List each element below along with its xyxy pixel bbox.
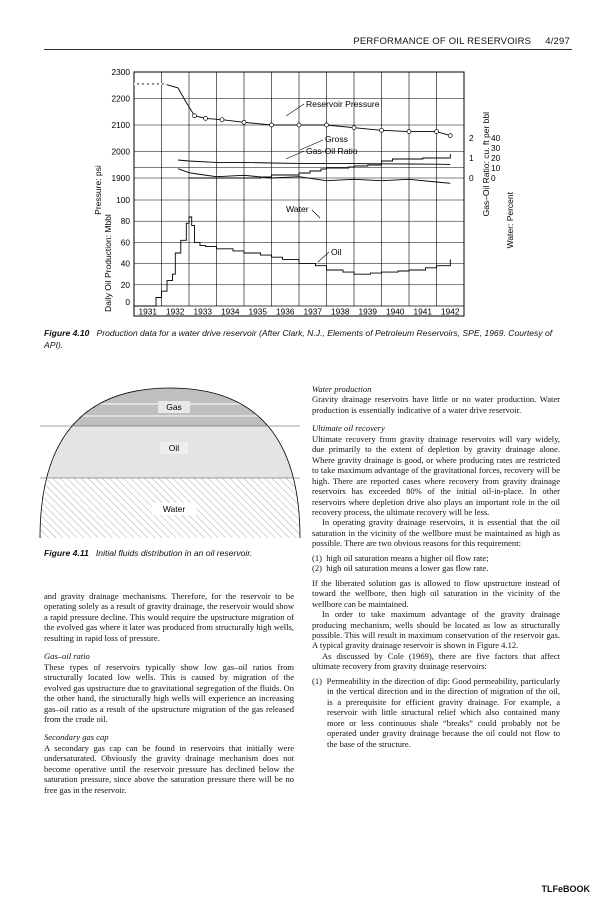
factor-list: [312, 676, 560, 749]
paragraph: If the liberated solution gas is allowed to flow upstructure instead of toward the wellbore, then high oil saturation in the vicinity of the wellbore can be maintained.: [312, 577, 560, 609]
water-tick-label: 20: [491, 153, 501, 163]
pressure-point: [270, 123, 274, 127]
paragraph: A secondary gas cap can be found in reservoirs that initially were undersaturated. Obviously the gravity drainage mechanism does not become operative until the reservoir pressure has declined below the saturation pressure, since above the saturation pressure there will be no free gas in the reservoir.: [44, 742, 294, 795]
pressure-tick-label: 2300: [111, 67, 130, 77]
water-tick-label: 40: [491, 133, 501, 143]
year-tick-label: 1940: [386, 306, 405, 317]
pressure-point: [242, 120, 246, 124]
page-number: 4/297: [545, 36, 570, 47]
pressure-tick-label: 2200: [111, 93, 130, 104]
caption-label: Figure 4.11: [44, 548, 89, 558]
paragraph: These types of reservoirs typically show low gas–oil ratios from structurally located low wells. This is caused by migration of the evolved gas upstructure due to gravitational segregation of the fluids. On the other hand, the structurally high wells will experience an increasing gas–oil ratio as a result of the upstructure migration of the gas released from the crude oil.: [44, 661, 294, 724]
series-oil: [134, 217, 450, 306]
right-column: [312, 384, 560, 749]
series-water: [189, 154, 450, 178]
series-reservoir-pressure: [134, 84, 450, 136]
label-leader: [312, 210, 320, 218]
year-tick-label: 1936: [276, 306, 295, 317]
paragraph: Ultimate recovery from gravity drainage reservoirs will vary widely, due primarily to the extent of depletion by gravity drainage alone. Where gravity drainage is good, or where producing rates are restricted to take maximum advantage of the gravitational forces, recovery will be high. There are reported cases where recovery from gravity drainage reservoirs has exceeded 80% of the initial oil-in-place. In other reservoirs where depletion drive also plays an important role in the oil recovery process, the ultimate recovery will be less.: [312, 433, 560, 517]
oil-axis-label: Daily Oil Production: Mbbl: [103, 214, 113, 312]
pressure-point: [220, 118, 224, 122]
caption-label: Figure 4.10: [44, 328, 90, 338]
running-title: PERFORMANCE OF OIL RESERVOIRS: [353, 36, 532, 47]
water-tick-label: 30: [491, 143, 501, 153]
year-tick-label: 1941: [413, 306, 432, 317]
footer-watermark: TLFeBOOK: [541, 884, 590, 894]
header-rule: [44, 49, 572, 50]
year-tick-label: 1932: [166, 306, 185, 317]
pressure-point: [407, 130, 411, 134]
list-item: (1) Permeability in the direction of dip: Good permeability, particularly in the vertical direction and in the direction of migration of the oil, is a prerequisite for efficient gravity drainage. For example, a reservoir with little structural relief which also contained many more or less continuous shale “breaks” could probably not be operated under gravity drainage because the oil could not flow to the base of the structure.: [312, 675, 560, 749]
gor-tick-label: 1: [469, 153, 474, 163]
pressure-point: [352, 126, 356, 130]
series-label: Gross: [325, 134, 348, 144]
year-tick-label: 1937: [303, 306, 322, 317]
pressure-point: [448, 134, 452, 138]
year-tick-label: 1938: [331, 306, 350, 317]
oil-tick-label: 20: [120, 279, 130, 290]
paragraph: In order to take maximum advantage of the gravity drainage producing mechanism, wells should be located as low as structurally possible. This will result in maximum conservation of the reservoir gas. A typical gravity drainage reservoir is shown in Figure 4.12.: [312, 609, 560, 651]
series-label: Oil: [331, 247, 342, 257]
oil-tick-label: 40: [120, 258, 130, 269]
list-item: (2) high oil saturation means a lower gas flow rate.: [312, 563, 489, 574]
pressure-point: [297, 123, 301, 127]
series-gas-oil-ratio: [178, 160, 450, 164]
section-heading: Water production: [312, 384, 372, 394]
pressure-point: [193, 114, 197, 118]
water-tick-label: 10: [491, 163, 501, 173]
series-label: Reservoir Pressure: [306, 99, 380, 109]
series-label: Gas-Oil Ratio: [306, 146, 358, 156]
water-tick-label: 0: [491, 173, 496, 183]
figure-4-11-diagram: [34, 382, 306, 542]
oil-tick-label: 0: [125, 297, 130, 307]
oil-tick-label: 100: [116, 195, 130, 205]
gor-tick-label: 2: [469, 133, 474, 143]
label-leader: [318, 252, 329, 262]
left-column: [44, 591, 294, 795]
water-label: Water: [162, 504, 186, 514]
pressure-point: [435, 130, 439, 134]
oil-label: Oil: [168, 443, 180, 453]
running-head: [353, 36, 570, 47]
gor-tick-label: 0: [469, 173, 474, 183]
water-axis-label: Water: Percent: [505, 192, 515, 249]
series-label: Water: [286, 204, 309, 214]
pressure-tick-label: 1900: [111, 173, 130, 183]
year-tick-label: 1939: [358, 306, 377, 317]
paragraph: As discussed by Cole (1969), there are five factors that affect ultimate recovery from gravity drainage reservoirs:: [312, 650, 560, 672]
year-tick-label: 1931: [138, 306, 157, 317]
paragraph: and gravity drainage mechanisms. Therefore, for the reservoir to be operating solely as a result of gravity drainage, the reservoir would show a rapid pressure decline. This would require the upstructure migration of the evolved gas where it later was produced from structurally high wells, resulting in rapid loss of pressure.: [44, 591, 294, 643]
pressure-point: [380, 128, 384, 132]
label-leader: [286, 104, 304, 116]
section-heading: Secondary gas cap: [44, 732, 109, 743]
figure-4-11-caption: [44, 547, 304, 559]
year-tick-label: 1942: [441, 306, 460, 317]
requirement-list: [312, 553, 560, 574]
oil-tick-label: 60: [120, 237, 130, 248]
paragraph: Gravity drainage reservoirs have little or no water production. Water production is essentially indicative of a water drive reservoir.: [312, 394, 560, 415]
caption-text: Production data for a water drive reservoir (After Clark, N.J., Elements of Petroleum Reservoirs, SPE, 1969. Courtesy of API).: [44, 328, 553, 350]
caption-text: Initial fluids distribution in an oil reservoir.: [95, 548, 253, 558]
year-tick-label: 1934: [221, 306, 240, 317]
year-tick-label: 1935: [248, 306, 267, 317]
pressure-axis-label: Pressure: psi: [93, 165, 103, 215]
pressure-tick-label: 2100: [111, 120, 130, 130]
gor-axis-label: Gas–Oil Ratio: cu. ft per bbl: [481, 112, 491, 217]
section-heading: Ultimate oil recovery: [312, 423, 385, 434]
section-heading: Gas–oil ratio: [44, 651, 90, 662]
year-tick-label: 1933: [193, 306, 212, 317]
oil-tick-label: 80: [120, 216, 130, 227]
pressure-tick-label: 2000: [111, 146, 130, 157]
figure-4-10-chart: [0, 60, 604, 330]
label-leader: [286, 151, 304, 159]
gas-label: Gas: [166, 402, 182, 412]
pressure-point: [325, 123, 329, 127]
series-lines: [134, 84, 452, 306]
list-item: (1) high oil saturation means a higher oil flow rate;: [312, 552, 489, 563]
figure-4-10-caption: [44, 327, 564, 351]
paragraph: In operating gravity drainage reservoirs, it is essential that the oil saturation in the vicinity of the wellbore must be maintained as high as possible. There are two obvious reasons for this requirement:: [312, 517, 560, 549]
pressure-point: [204, 116, 208, 120]
